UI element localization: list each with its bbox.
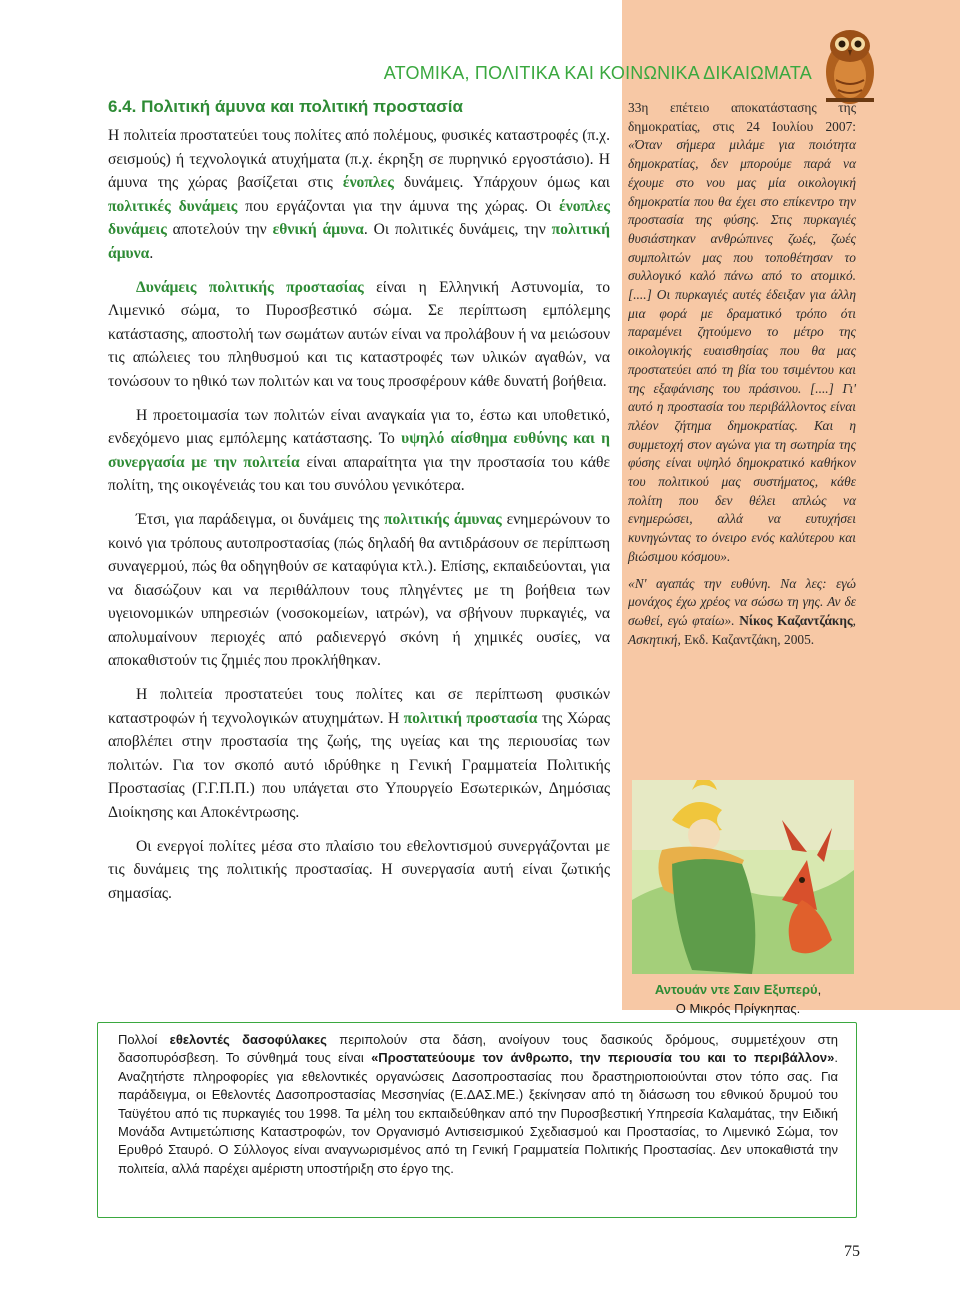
caption-author: Αντουάν ντε Σαιν Εξυπερύ — [654, 982, 818, 997]
quote-author: Νίκος Καζαντζάκης — [739, 612, 853, 628]
text-run: . — [149, 244, 154, 262]
text-run: ενημερώνουν το κοινό για τρόπους αυτοπροστασίας (πώς δηλαδή θα αντιδράσουν σε περίπτωση συναγερμού, πώς θα οδηγηθούν σε καταφύγια κτλ.). Επίσης, εκπαιδεύονται, για να διασώζουν και να περιθάλπουν τους πληγέντες με τη βοήθεια των υγειονομικών υπηρεσιών (νοσοκομείων, ιατρών), να σβήνουν πυρκαγιές, να απολυμαίνουν περιοχές από ραδιενεργό σκόνη ή χημικές ουσίες, να αποκαθιστούν τις ζημιές που προκλήθηκαν. — [108, 510, 610, 670]
text-run: Η πολιτεία προστατεύει τους πολίτες από πολέμους, φυσικές καταστροφές (π.χ. σεισμούς) ή τεχνολογικά ατυχήματα (π.χ. έκρηξη σε πυρηνικό εργοστάσιο). Η άμυνα της χώρας βασίζεται στις — [108, 127, 610, 192]
highlight-term: εθνική άμυνα — [272, 221, 364, 239]
sidebar-quotes — [628, 99, 856, 657]
owl-emblem-icon — [812, 20, 882, 110]
highlight-term: «Προστατεύουμε τον άνθρωπο, την περιουσία του και το περιβάλλον» — [371, 1050, 835, 1066]
highlight-term: πολιτική προστασία — [403, 709, 538, 727]
quote-source: Εκδ. Καζαντζάκη, 2005. — [684, 631, 815, 647]
main-text — [108, 124, 610, 915]
paragraph-3 — [108, 404, 610, 498]
highlight-term: ένοπλες — [342, 174, 394, 192]
text-run: περιπολούν στα δάση, ανοίγουν τους δασικούς δρόμους, συμμετέχουν στη δασοπυρόσβεση. Το σύνθημά τους είναι — [118, 1032, 839, 1066]
quote-body: «Ν' αγαπάς την ευθύνη. Να λες: εγώ μονάχος έχω χρέος να σώσω τη γης. Αν δε σωθεί, εγώ φταίω». — [628, 575, 856, 628]
paragraph-4 — [108, 508, 610, 673]
text-run: δυνάμεις. Υπάρχουν όμως και — [393, 174, 610, 192]
text-run: της Χώρας αποβλέπει στην προστασία της ζωής, της υγείας και της περιουσίας των πολιτών. Για τον σκοπό αυτό ιδρύθηκε η Γενική Γραμματεία Πολιτικής Προστασίας (Γ.Γ.Π.Π.) που υπάγεται στο Υπουργείο Εσωτερικών, Δημόσιας Διοίκησης και Αποκέντρωσης. — [108, 709, 611, 822]
text-run: που εργάζονται για την άμυνα της χώρας. Οι — [237, 197, 560, 215]
text-run: Η πολιτεία προστατεύει τους πολίτες και σε περίπτωση φυσικών καταστροφών ή τεχνολογικών ατυχημάτων. Η — [108, 686, 610, 727]
illustration-caption: Αντουάν ντε Σαιν Εξυπερύ, Ο Μικρός Πρίγκηπας. — [654, 982, 822, 1016]
text-run: αποτελούν την — [166, 221, 273, 239]
text-run: Η προετοιμασία των πολιτών είναι αναγκαία για το, έστω και υποθετικό, ενδεχόμενο μιας εμπόλεμης κατάστασης. Το — [108, 406, 610, 448]
quote-intro: 33η επέτειο αποκατάστασης της δημοκρατίας, στις 24 Ιουλίου 2007: — [628, 100, 856, 134]
paragraph-1 — [108, 124, 610, 266]
highlight-term: πολιτική άμυνα — [108, 221, 610, 262]
paragraph-5 — [108, 683, 610, 825]
highlight-term: πολιτικής άμυνας — [383, 510, 502, 528]
caption-title: Ο Μικρός Πρίγκηπας. — [675, 1001, 801, 1016]
highlight-term: υψηλό αίσθημα ευθύνης και η συνεργασία με την πολιτεία — [108, 430, 610, 471]
quote-book: Ασκητική — [628, 631, 678, 647]
quote-body: «Όταν σήμερα μιλάμε για ποιότητα δημοκρατίας, δεν μπορούμε παρά να έχουμε στο νου μας μία οικολογική δημοκρατία που θα έχει στο επίκεντρο την προστασία της φύσης. Στις πυρκαγιές θυσιάστηκαν ανθρώπινες ζωές, ζωές συμπολιτών μας που τοποθέτησαν το συλλογικό καλό πάνω από το ατομικό. [....] Οι πυρκαγιές αυτές έδειξαν για άλλη μια φορά με δραματικό τρόπο ότι παραμένει ζητούμενο το μέτρο της οικολογικής ευαισθησίας που θα μας προστατεύει από τη βία του τσιμέντου και της εξαφάνισης του πράσινου. [....] Γι' αυτό η προστασία του περιβάλλοντος είναι πλέον ζήτημα δημοκρατίας. Και η συμμετοχή στον αγώνα για τη σωτηρία της φύσης είναι υψηλό δημοκρατικό καθήκον του πολιτικού μας συστήματος, κάθε πολίτη που δεν θέλει απλώς να ενημερώσει, αλλά να ευτυχήσει κυνηγώντας το όνειρο ενός καλύτερου και βιώσιμου κόσμου». — [628, 137, 856, 564]
text-run: . Οι πολιτικές δυνάμεις, την — [363, 221, 552, 239]
sidebar-quote-1 — [628, 99, 856, 567]
page-number: 75 — [844, 1243, 860, 1260]
highlight-term: Δυνάμεις πολιτικής προστασίας — [136, 278, 364, 296]
text-run: είναι απαραίτητα για την προστασία του κάθε πολίτη, της οικογένειάς του και του συνόλου γενικότερα. — [108, 453, 610, 495]
highlight-term: πολιτικές δυνάμεις — [108, 197, 238, 215]
activity-box — [97, 1022, 857, 1218]
highlight-term: ένοπλες δυνάμεις — [108, 197, 610, 239]
highlight-term: εθελοντές δασοφύλακες — [169, 1032, 327, 1047]
sidebar-quote-2: «Ν' αγαπάς την ευθύνη. Να λες: εγώ μονάχος έχω χρέος να σώσω τη γης. Αν δε σωθεί, εγώ φταίω». Νίκος Καζαντζάκης, Ασκητική, Εκδ. Καζαντζάκη, 2005. — [628, 575, 856, 647]
section-heading: 6.4. Πολιτική άμυνα και πολιτική προστασία — [108, 97, 463, 116]
chapter-header-title: ΑΤΟΜΙΚΑ, ΠΟΛΙΤΙΚΑ ΚΑΙ ΚΟΙΝΩΝΙΚΑ ΔΙΚΑΙΩΜΑΤΑ — [383, 63, 812, 83]
text-run: . Αναζητήστε πληροφορίες για εθελοντικές οργανώσεις Δασοπροστασίας που δραστηριοποιούνται στον τόπο σας. Για παράδειγμα, οι Εθελοντές Δασοπροστασίας Μεσσηνίας (Ε.ΔΑΣ.ΜΕ.) ξεκίνησαν από τη διάσωση του εθνικού δρυμού του Ταϋγέτου από τις πυρκαγιές του 1998. Τα μέλη του εκπαιδεύθηκαν από την Πυροσβεστική Υπηρεσία Καλαμάτας, την Ειδική Μονάδα Αντιμετώπισης Καταστροφών, τον Οργανισμό Αντισεισμικού Σχεδιασμού και Προστασίας, το Λιμενικό Σώμα, τον Ερυθρό Σταυρό. Ο Σύλλογος είναι αναγνωρισμένος από τη Γενική Γραμματεία Πολιτικής Προστασίας. Δεν υποκαθιστά την πολιτεία, αλλά παρέχει αμέριστη υποστήριξη στο έργο της. — [118, 1050, 838, 1176]
paragraph-2 — [108, 276, 610, 394]
paragraph-6: Οι ενεργοί πολίτες μέσα στο πλαίσιο του εθελοντισμού συνεργάζονται με τις δυνάμεις της πολιτικής προστασίας. Η συνεργασία αυτή είναι ζωτικής σημασίας. — [108, 837, 610, 902]
text-run: Έτσι, για παράδειγμα, οι δυνάμεις της — [136, 510, 384, 528]
text-run: είναι η Ελληνική Αστυνομία, το Λιμενικό σώμα, το Πυροσβεστικό σώμα. Σε περίπτωση εμπόλεμης κατάστασης, αποστολή των σωμάτων αυτών είναι να προλάβουν ή να μειώσουν τις απώλειες του πληθυσμού και τις καταστροφές των υλικών αγαθών, να τονώσουν το ηθικό των πολιτών και να τους προσφέρουν κάθε δυνατή βοήθεια. — [108, 278, 611, 390]
text-run: Πολλοί — [118, 1032, 170, 1047]
activity-text — [118, 1031, 838, 1178]
little-prince-illustration — [632, 780, 854, 974]
